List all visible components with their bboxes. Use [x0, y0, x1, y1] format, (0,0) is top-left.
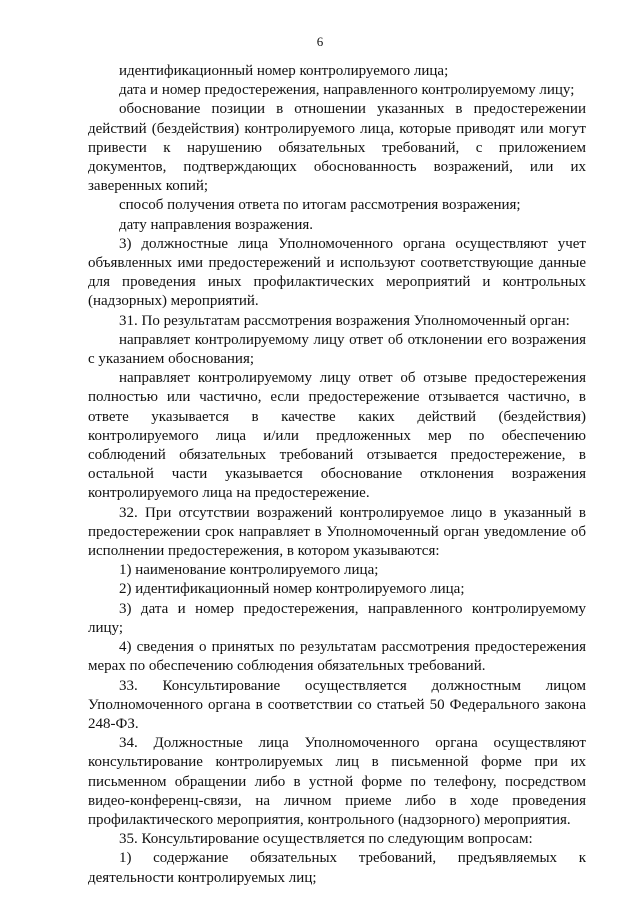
- paragraph-clause-35: 35. Консультирование осуществляется по следующим вопросам:: [119, 831, 533, 848]
- paragraph-clause-33: 33. Консультирование осуществляется должностным лицом Уполномоченного органа в соответствии со статьей 50 Федерального закона 248-ФЗ.: [88, 677, 586, 732]
- paragraph-withdrawal-response: направляет контролируемому лицу ответ об отзыве предостережения полностью или частично, если предостережение отзывается частично, в ответе указывается в качестве каких действий (бездействия) контролируемого лица и/или предложенных мер по обеспечению соблюдений обязательных требований отзывается предостережение, в остальной части указывается обоснование отклонения возражения контролируемого лица на предостережение.: [88, 370, 586, 502]
- paragraph-objection-justification: обоснование позиции в отношении указанных в предостережении действий (бездействия) контролируемого лица, которые приводят или могут привести к нарушению обязательных требований, с приложением документов, подтверждающих обоснованность возражений, или их заверенных копий;: [88, 101, 586, 195]
- paragraph-rejection-response: направляет контролируемому лицу ответ об отклонении его возражения с указанием обоснования;: [88, 331, 586, 368]
- paragraph-clause-32: 32. При отсутствии возражений контролируемое лицо в указанный в предостережении срок направляет в Уполномоченный орган уведомление об исполнении предостережения, в котором указываются:: [88, 504, 586, 560]
- paragraph-contact-id: идентификационный номер контролируемого лица;: [119, 63, 449, 79]
- paragraph-item-3-accounting: 3) должностные лица Уполномоченного органа осуществляют учет объявленных ими предостережений и используют соответствующие данные для проведения иных профилактических мероприятий и контрольных (надзорных) мероприятий.: [88, 235, 586, 310]
- paragraph-clause-31: 31. По результатам рассмотрения возражения Уполномоченный орган:: [119, 312, 570, 329]
- paragraph-clause-34: 34. Должностные лица Уполномоченного органа осуществляют консультирование контролируемых лиц в письменной форме при их письменном обращении либо в устной форме по телефону, посредством видео-конференц-связи, на личном приеме либо в ходе проведения профилактического мероприятия, контрольного (надзорного) мероприятия.: [88, 735, 586, 828]
- paragraph-consultation-item-1: 1) содержание обязательных требований, предъявляемых к деятельности контролируемых лиц;: [88, 850, 586, 886]
- paragraph-list-item-1: 1) наименование контролируемого лица;: [119, 562, 379, 579]
- paragraph-objection-date: дату направления возражения.: [119, 216, 314, 233]
- page-number: 6: [316, 34, 324, 49]
- paragraph-list-item-2: 2) идентификационный номер контролируемого лица;: [119, 581, 465, 598]
- paragraph-list-item-3: 3) дата и номер предостережения, направленного контролируемому лицу;: [88, 600, 586, 636]
- paragraph-warning-date-number: дата и номер предостережения, направленного контролируемому лицу;: [119, 82, 575, 99]
- document-body: [88, 62, 586, 888]
- paragraph-list-item-4: 4) сведения о принятых по результатам рассмотрения предостережения мерах по обеспечению соблюдения обязательных требований.: [88, 639, 586, 675]
- paragraph-response-method: способ получения ответа по итогам рассмотрения возражения;: [119, 197, 521, 214]
